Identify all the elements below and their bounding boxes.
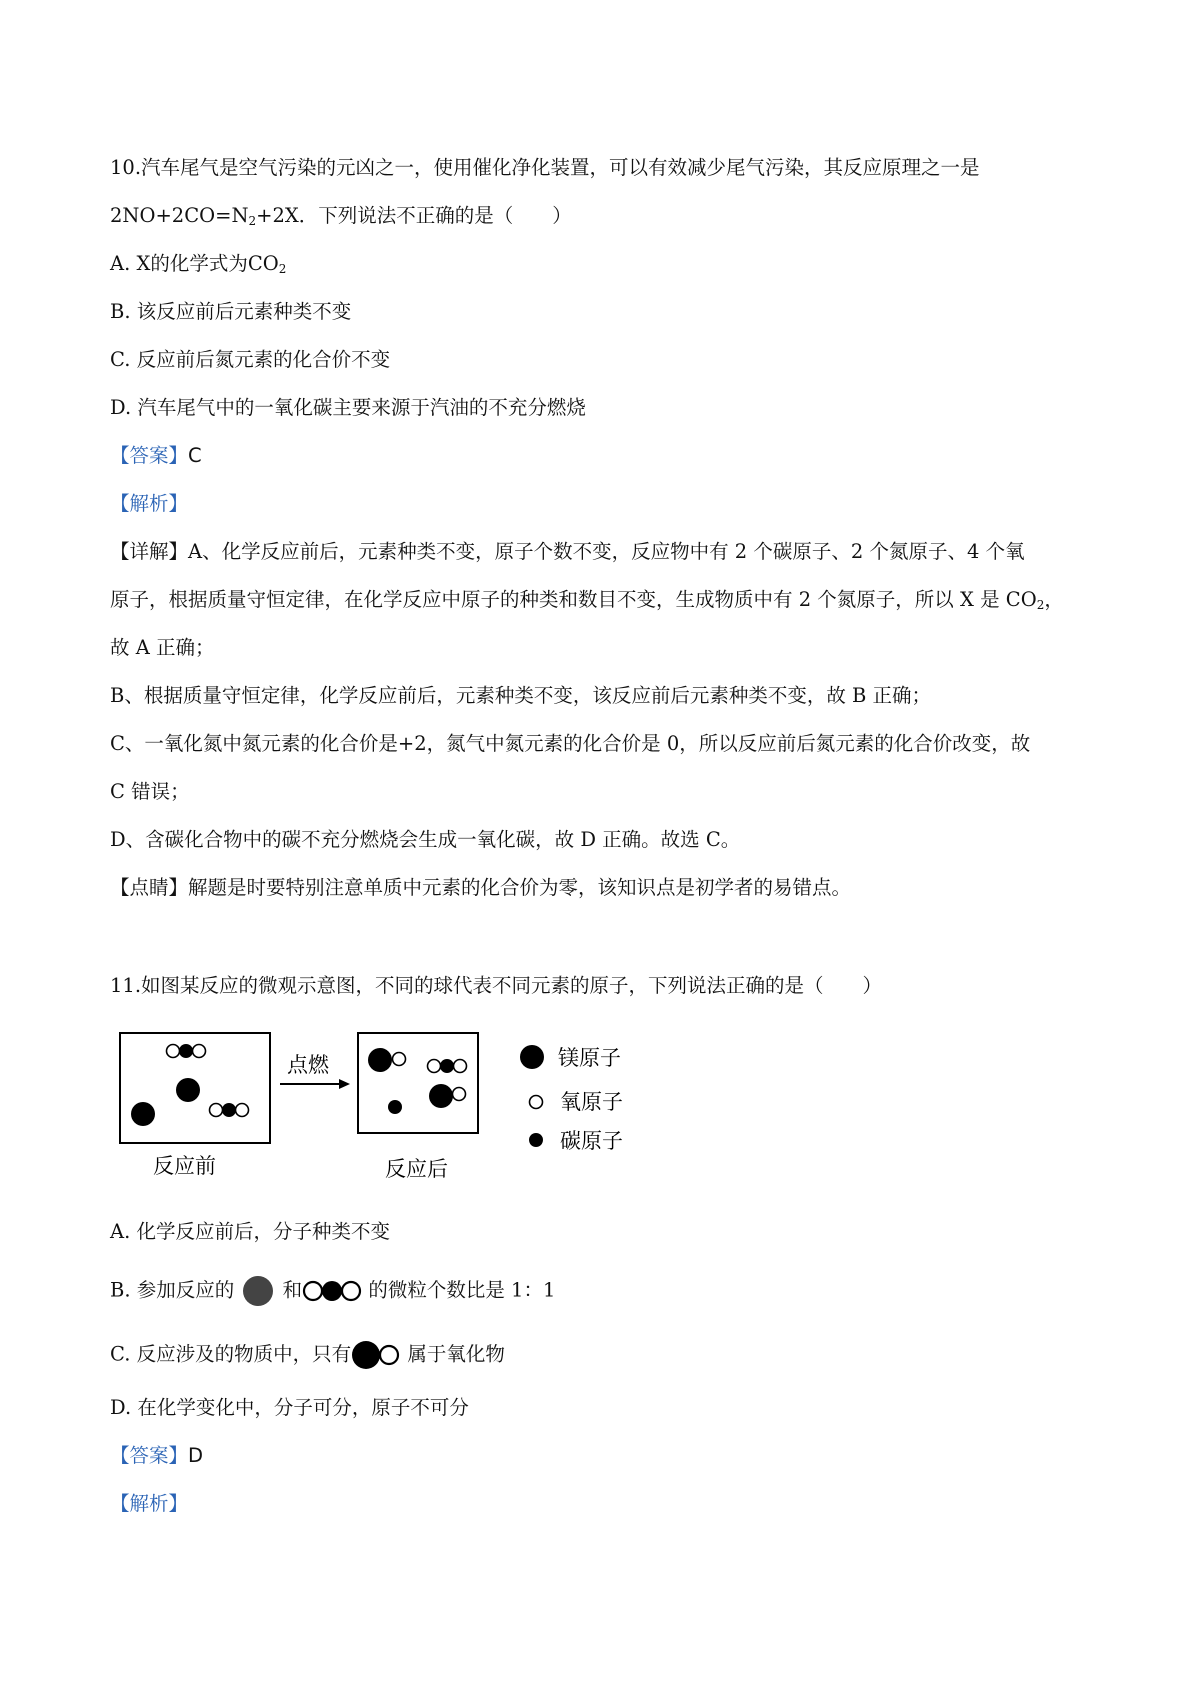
legend-oxygen-icon	[530, 1096, 543, 1109]
magnesium-atom	[429, 1084, 453, 1108]
q10-option-a-sub: 2	[278, 262, 287, 276]
carbon-dioxide-molecule-icon	[302, 1278, 362, 1304]
oxygen-atom	[236, 1104, 249, 1117]
q10-detail-2-end: ，	[1044, 588, 1064, 611]
q10-eq-part1: 2NO+2CO=N	[110, 204, 249, 227]
carbon-atom	[440, 1059, 454, 1073]
legend-oxygen: 氧原子	[560, 1090, 623, 1114]
q11-option-b-post: 的微粒个数比是 1：1	[368, 1278, 556, 1302]
oxygen-atom	[193, 1045, 206, 1058]
q10-answer-value: C	[188, 444, 202, 467]
oxygen-atom	[428, 1060, 441, 1073]
magnesium-atom	[131, 1102, 155, 1126]
reaction-diagram	[110, 1030, 680, 1190]
q11-option-b-mid: 和	[282, 1278, 303, 1302]
q11-option-c-post: 属于氧化物	[407, 1342, 505, 1366]
before-label: 反应前	[153, 1154, 216, 1178]
q11-stem: 11.如图某反应的微观示意图，不同的球代表不同元素的原子，下列说法正确的是（ ）	[110, 974, 883, 997]
q11-option-d: D. 在化学变化中，分子可分，原子不可分	[110, 1396, 469, 1419]
q10-detail-2-sub: 2	[1036, 598, 1045, 612]
q10-detail-3: 故 A 正确；	[110, 636, 215, 659]
legend-magnesium: 镁原子	[558, 1046, 621, 1070]
q10-detail-2-text: 原子，根据质量守恒定律，在化学反应中原子的种类和数目不变，生成物质中有 2 个氮原子，所以 X 是 CO	[110, 588, 1037, 611]
magnesium-atom-icon	[240, 1274, 276, 1308]
legend-carbon-icon	[529, 1133, 543, 1147]
q10-eq-subscript: 2	[248, 214, 257, 228]
q10-option-a-text: A. X的化学式为CO	[110, 252, 279, 275]
q10-answer	[110, 442, 202, 470]
q10-option-a	[110, 250, 286, 278]
reaction-arrow-head	[339, 1079, 350, 1089]
after-label: 反应后	[385, 1157, 448, 1181]
q11-analysis-label: 【解析】	[110, 1492, 189, 1515]
q10-detail-7: D、含碳化合物中的碳不充分燃烧会生成一氧化碳，故 D 正确。故选 C。	[110, 828, 741, 851]
oxygen-atom	[210, 1104, 223, 1117]
carbon-atom	[388, 1100, 402, 1114]
after-molecules	[368, 1048, 467, 1114]
oxygen-atom	[454, 1060, 467, 1073]
q11-answer-label: 【答案】	[110, 1444, 189, 1467]
carbon-atom	[222, 1103, 236, 1117]
q11-option-c-pre: C. 反应涉及的物质中，只有	[110, 1342, 352, 1366]
q10-answer-label: 【答案】	[110, 444, 189, 467]
q10-comment: 【点睛】解题是时要特别注意单质中元素的化合价为零，该知识点是初学者的易错点。	[110, 876, 852, 899]
q10-detail-4: B、根据质量守恒定律，化学反应前后，元素种类不变，该反应前后元素种类不变，故 B 正确；	[110, 684, 932, 707]
after-box	[358, 1033, 478, 1133]
q10-option-c: C. 反应前后氮元素的化合价不变	[110, 348, 391, 371]
oxygen-atom	[453, 1088, 466, 1101]
q11-option-b-pre: B. 参加反应的	[110, 1278, 235, 1302]
q11-answer-value: D	[188, 1444, 204, 1467]
legend-carbon: 碳原子	[560, 1129, 623, 1153]
carbon-atom	[179, 1044, 193, 1058]
q10-detail-1: 【详解】A、化学反应前后，元素种类不变，原子个数不变，反应物中有 2 个碳原子、2 个氮原子、4 个氧	[110, 540, 1025, 563]
q10-detail-5: C、一氧化氮中氮元素的化合价是+2，氮气中氮元素的化合价是 0，所以反应前后氮元素的化合价改变，故	[110, 732, 1031, 755]
q10-detail-2	[110, 586, 1064, 614]
arrow-label: 点燃	[287, 1053, 329, 1077]
magnesium-atom	[368, 1048, 392, 1072]
q10-option-b: B. 该反应前后元素种类不变	[110, 300, 352, 323]
q11-option-b	[110, 1274, 555, 1308]
oxygen-atom	[167, 1045, 180, 1058]
q10-detail-6: C 错误；	[110, 780, 190, 803]
before-molecules	[131, 1044, 249, 1126]
magnesium-oxide-molecule-icon	[351, 1338, 401, 1372]
magnesium-atom	[176, 1078, 200, 1102]
legend-magnesium-icon	[520, 1045, 544, 1069]
q10-option-d: D. 汽车尾气中的一氧化碳主要来源于汽油的不充分燃烧	[110, 396, 586, 419]
q10-equation	[110, 202, 572, 230]
q11-option-c	[110, 1338, 505, 1372]
q10-eq-part2: +2X．下列说法不正确的是（ ）	[256, 204, 572, 227]
q11-answer	[110, 1442, 203, 1470]
q11-option-a: A. 化学反应前后，分子种类不变	[110, 1220, 390, 1243]
q10-analysis-label: 【解析】	[110, 492, 189, 515]
q10-stem: 10.汽车尾气是空气污染的元凶之一，使用催化净化装置，可以有效减少尾气污染，其反应原理之一是	[110, 156, 980, 179]
oxygen-atom	[393, 1053, 406, 1066]
